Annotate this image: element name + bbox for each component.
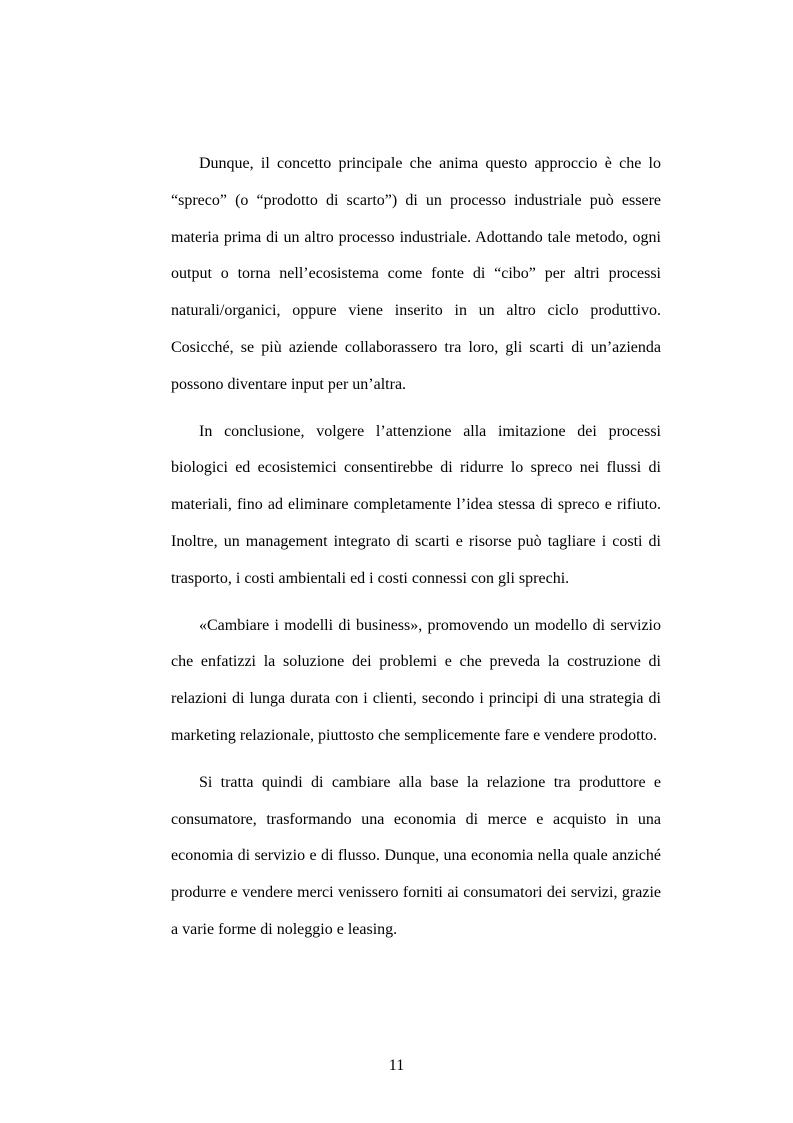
page-number: 11 (388, 1057, 405, 1074)
paragraph-2: In conclusione, volgere l’attenzione alla imitazione dei processi biologici ed ecosistemici consentirebbe di ridurre lo spreco nei flussi di materiali, fino ad eliminare completamente l’idea stessa di spreco e rifiuto. Inoltre, un management integrato di scarti e risorse può tagliare i costi di trasporto, i costi ambientali ed i costi connessi con gli sprechi. (171, 422, 661, 587)
paragraph-3: «Cambiare i modelli di business», promovendo un modello di servizio che enfatizzi la soluzione dei problemi e che preveda la costruzione di relazioni di lunga durata con i clienti, secondo i principi di una strategia di marketing relazionale, piuttosto che semplicemente fare e vendere prodotto. (171, 616, 661, 744)
paragraph-1: Dunque, il concetto principale che anima questo approccio è che lo “spreco” (o “prodotto di scarto”) di un processo industriale può essere materia prima di un altro processo industriale. Adottando tale metodo, ogni output o torna nell’ecosistema come fonte di “cibo” per altri processi naturali/organici, oppure viene inserito in un altro ciclo produttivo. Cosicché, se più aziende collaborassero tra loro, gli scarti di un’azienda possono diventare input per un’altra. (171, 155, 661, 393)
body-text (171, 146, 661, 959)
paragraph-4: Si tratta quindi di cambiare alla base la relazione tra produttore e consumatore, trasformando una economia di merce e acquisto in una economia di servizio e di flusso. Dunque, una economia nella quale anziché produrre e vendere merci venissero forniti ai consumatori dei servizi, grazie a varie forme di noleggio e leasing. (171, 773, 661, 938)
